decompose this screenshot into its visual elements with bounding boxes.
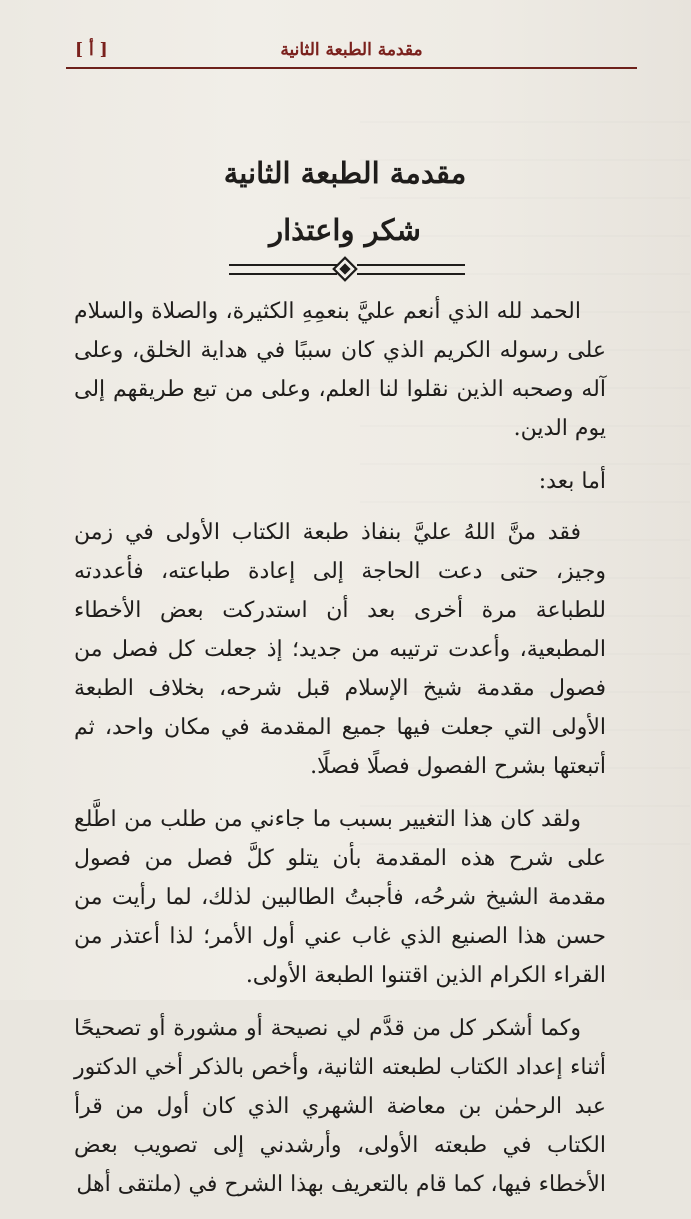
ornament-right-line bbox=[357, 264, 465, 275]
section-title-block bbox=[220, 155, 470, 248]
section-subtitle: شكر واعتذار bbox=[269, 213, 421, 247]
paragraph-2: أما بعد: bbox=[538, 469, 606, 494]
running-header-title: مقدمة الطبعة الثانية bbox=[280, 40, 423, 60]
paragraph-5: وكما أشكر كل من قدَّم لي نصيحة أو مشورة أو تصحيحًا أثناء إعداد الكتاب لطبعته الثانية، وأخص بالذكر أخي الدكتور عبد الرحمٰن بن معاضة الشهري الذي كان أول من قرأ الكتاب في طبعته الأولى، وأرشدني إلى تصويب بعض الأخطاء فيها، كما قام بالتعريف بهذا الشرح في (ملتقى أهل bbox=[74, 1016, 607, 1197]
paragraph-3: فقد منَّ اللهُ عليَّ بنفاذ طبعة الكتاب الأولى في زمن وجيز، حتى دعت الحاجة إلى إعادة طباعته، فأعددته للطباعة مرة أخرى بعد أن استدركت بعض الأخطاء المطبعية، وأعدت ترتيبه من جديد؛ إذ جعلت كل فصل من فصول مقدمة شيخ الإسلام قبل شرحه، بخلاف الطبعة الأولى التي جعلت فيها جميع المقدمة في مكان واحد، ثم أتبعتها بشرح الفصول فصلًا فصلًا. bbox=[74, 520, 606, 779]
page-number: [ أ ] bbox=[75, 40, 108, 60]
paragraph-4: ولقد كان هذا التغيير بسبب ما جاءني من طلب من اطَّلع على شرح هذه المقدمة بأن يتلو كلَّ فصل من فصول مقدمة الشيخ شرحُه، فأجبتُ الطالبين لذلك، لما رأيت من حسن هذا الصنيع الذي غاب عني أول الأمر؛ لذا أعتذر من القراء الكرام الذين اقتنوا الطبعة الأولى. bbox=[74, 807, 607, 988]
page-title: مقدمة الطبعة الثانية bbox=[223, 156, 467, 190]
diamond-rule-icon bbox=[229, 260, 465, 284]
running-header bbox=[66, 33, 637, 69]
ornament-diamond-icon bbox=[332, 256, 357, 281]
paragraph-1: الحمد لله الذي أنعم عليَّ بنعمِهِ الكثيرة، والصلاة والسلام على رسوله الكريم الذي كان سببًا في هداية الخلق، وعلى آله وصحبه الذين نقلوا لنا العلم، وعلى من تبع طريقهم إلى يوم الدين. bbox=[74, 299, 606, 441]
ornament-left-line bbox=[229, 264, 337, 275]
page-body bbox=[74, 292, 606, 1219]
